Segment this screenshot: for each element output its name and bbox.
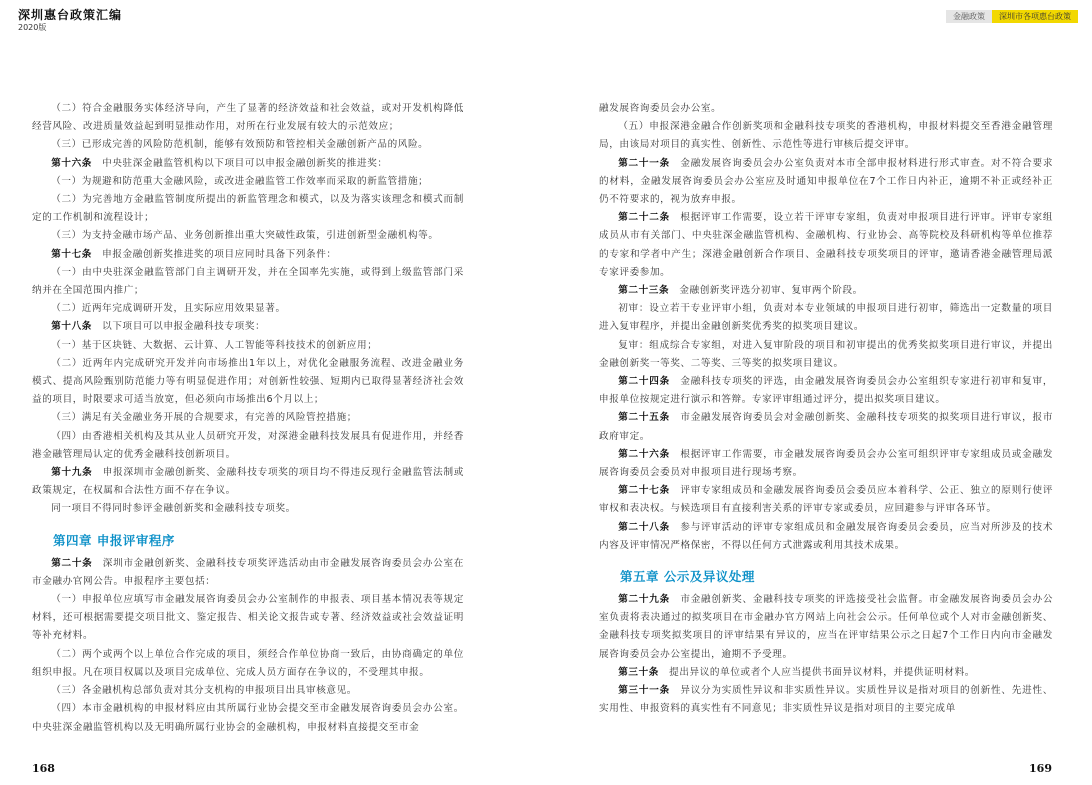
paragraph: （二）近两年完成调研开发，且实际应用效果显著。 bbox=[51, 303, 286, 315]
article-label: 第二十九条 bbox=[618, 594, 670, 606]
paragraph: （四）由香港相关机构及其从业人员研究开发，对深港金融科技发展具有促进作用，并经香港金融管理局认定的优秀金融科技创新项目。 bbox=[32, 430, 464, 460]
article-text: 市金融发展咨询委员会对金融创新奖、金融科技专项奖的拟奖项目进行审议，报市政府审定。 bbox=[599, 412, 1054, 442]
article-paragraph bbox=[599, 282, 1053, 300]
article-paragraph bbox=[599, 446, 1053, 482]
paragraph: （三）各金融机构总部负责对其分支机构的申报项目出具审核意见。 bbox=[51, 685, 357, 697]
article-paragraph bbox=[599, 519, 1053, 555]
paragraph: （三）已形成完善的风险防范机制，能够有效预防和管控相关金融创新产品的风险。 bbox=[51, 139, 429, 151]
article-paragraph bbox=[599, 373, 1053, 409]
article-text: 根据评审工作需要，设立若干评审专家组，负责对申报项目进行评审。评审专家组成员从市有关部门、中央驻深金融监管机构、金融机构、行业协会、高等院校及科研机构等单位推荐的专家和学者中产生；深港金融创新合作项目、金融科技专项奖项目的评审，邀请香港金融管理局派专家评委参加。 bbox=[599, 212, 1054, 278]
header-tag-category: 金融政策 bbox=[946, 10, 992, 23]
article-text: 金融创新奖评选分初审、复审两个阶段。 bbox=[669, 285, 863, 297]
article-text: 评审专家组成员和金融发展咨询委员会委员应本着科学、公正、独立的原则行使评审权和表决权。与候选项目有直接利害关系的评审专家或委员，应回避参与评审各环节。 bbox=[599, 485, 1054, 515]
paragraph: （二）为完善地方金融监管制度所提出的新监管理念和模式，以及为落实该理念和模式而制定的工作机制和流程设计； bbox=[32, 194, 464, 224]
header-tags bbox=[946, 10, 1078, 23]
article-label: 第二十七条 bbox=[618, 485, 670, 497]
article-paragraph bbox=[599, 209, 1053, 282]
header-tag-section: 深圳市各项惠台政策 bbox=[992, 10, 1078, 23]
article-label: 第三十条 bbox=[618, 666, 659, 678]
article-paragraph bbox=[32, 318, 464, 336]
header-title: 深圳惠台政策汇编 bbox=[18, 8, 123, 22]
article-label: 第二十六条 bbox=[618, 448, 670, 460]
paragraph: 复审：组成综合专家组，对进入复审阶段的项目和初审提出的优秀奖拟奖项目进行审议，并提出金融创新奖一等奖、二等奖、三等奖的拟奖项目建议。 bbox=[599, 339, 1053, 369]
paragraph: （三）为支持金融市场产品、业务创新推出重大突破性政策，引进创新型金融机构等。 bbox=[51, 230, 439, 242]
article-label: 第二十三条 bbox=[618, 285, 670, 297]
article-text: 金融科技专项奖的评选，由金融发展咨询委员会办公室组织专家进行初审和复审，申报单位按规定进行演示和答辩。专家评审组通过评分，提出拟奖项目建议。 bbox=[599, 376, 1054, 406]
article-label: 第二十八条 bbox=[618, 521, 670, 533]
article-text: 申报深圳市金融创新奖、金融科技专项奖的项目均不得违反现行金融监管法制或政策规定，在权属和合法性方面不存在争议。 bbox=[32, 467, 464, 497]
chapter-heading: 第五章 公示及异议处理 bbox=[620, 569, 755, 585]
article-paragraph bbox=[599, 409, 1053, 445]
article-paragraph bbox=[599, 155, 1053, 210]
article-text: 深圳市金融创新奖、金融科技专项奖评选活动由市金融发展咨询委员会办公室在市金融办官网公告。申报程序主要包括： bbox=[32, 557, 464, 587]
article-label: 第十九条 bbox=[51, 467, 93, 479]
paragraph: （一）申报单位应填写市金融发展咨询委员会办公室制作的申报表、项目基本情况表等规定材料，还可根据需要提交项目批文、鉴定报告、相关论文报告或专著、经济效益或社会效益证明等补充材料。 bbox=[32, 594, 464, 642]
article-label: 第十八条 bbox=[51, 321, 92, 333]
article-text: 金融发展咨询委员会办公室负责对本市全部申报材料进行形式审查。对不符合要求的材料，金融发展咨询委员会办公室应及时通知申报单位在7个工作日内补正，逾期不补正或经补正仍不符要求的，视为放弃申报。 bbox=[599, 157, 1054, 206]
article-label: 第二十二条 bbox=[618, 212, 670, 224]
paragraph: （四）本市金融机构的申报材料应由其所属行业协会提交至市金融发展咨询委员会办公室。中央驻深金融监管机构以及无明确所属行业协会的金融机构，申报材料直接提交至市金 bbox=[32, 703, 464, 733]
right-column bbox=[599, 100, 1053, 719]
article-text: 市金融创新奖、金融科技专项奖的评选接受社会监督。市金融发展咨询委员会办公室负责将表决通过的拟奖项目在市金融办官方网站上向社会公示。任何单位或个人对市金融创新奖、金融科技专项奖拟奖项目的评审结果有异议的，应当在评审结果公示之日起7个工作日内向市金融发展咨询委员会办公室提出，逾期不予受理。 bbox=[599, 594, 1054, 660]
paragraph: （一）基于区块链、大数据、云计算、人工智能等科技技术的创新应用； bbox=[51, 339, 378, 351]
article-paragraph bbox=[599, 664, 1053, 682]
article-label: 第二十条 bbox=[51, 557, 93, 569]
article-paragraph bbox=[599, 482, 1053, 518]
article-paragraph bbox=[32, 555, 464, 591]
paragraph: （二）两个或两个以上单位合作完成的项目，须经合作单位协商一致后，由协商确定的单位组织申报。凡在项目权属以及项目完成单位、完成人员方面存在争议的，不受理其申报。 bbox=[32, 648, 464, 678]
article-paragraph bbox=[599, 591, 1053, 664]
article-label: 第二十一条 bbox=[618, 157, 670, 169]
article-paragraph bbox=[32, 464, 464, 500]
chapter-heading: 第四章 申报评审程序 bbox=[53, 532, 175, 548]
article-label: 第二十四条 bbox=[618, 376, 670, 388]
article-text: 参与评审活动的评审专家组成员和金融发展咨询委员会委员，应当对所涉及的技术内容及评审情况严格保密，不得以任何方式泄露或利用其技术成果。 bbox=[599, 521, 1054, 551]
article-paragraph bbox=[32, 246, 464, 264]
article-text: 提出异议的单位或者个人应当提供书面异议材料，并提供证明材料。 bbox=[658, 666, 975, 678]
article-label: 第十七条 bbox=[51, 248, 92, 260]
paragraph: （二）近两年内完成研究开发并向市场推出1年以上，对优化金融服务流程、改进金融业务模式、提高风险甄别防范能力等有明显促进作用；对创新性较强、短期内已取得显著经济社会效益的项目，时限要求可适当放宽，但必须向市场推出6个月以上； bbox=[32, 357, 464, 406]
paragraph: （五）申报深港金融合作创新奖项和金融科技专项奖的香港机构，申报材料提交至香港金融管理局，由该局对项目的真实性、创新性、示范性等进行审核后提交评审。 bbox=[599, 121, 1053, 151]
article-label: 第二十五条 bbox=[618, 412, 670, 424]
paragraph: 初审：设立若干专业评审小组，负责对本专业领域的申报项目进行初审，筛选出一定数量的项目进入复审程序，并提出金融创新奖优秀奖的拟奖项目建议。 bbox=[599, 303, 1053, 333]
article-text: 根据评审工作需要，市金融发展咨询委员会办公室可组织评审专家组成员或金融发展咨询委员会委员对申报项目进行现场考察。 bbox=[599, 448, 1054, 479]
paragraph: （二）符合金融服务实体经济导向，产生了显著的经济效益和社会效益，或对开发机构降低经营风险、改进质量效益起到明显推动作用，对所在行业发展有较大的示范效应； bbox=[32, 103, 464, 133]
page-number-right: 169 bbox=[1029, 762, 1052, 775]
article-text: 异议分为实质性异议和非实质性异议。实质性异议是指对项目的创新性、先进性、实用性、申报资料的真实性有不同意见；非实质性异议是指对项目的主要完成单 bbox=[599, 685, 1054, 715]
article-text: 申报金融创新奖推进奖的项目应同时具备下列条件： bbox=[91, 248, 337, 260]
left-column bbox=[32, 100, 464, 737]
article-label: 第十六条 bbox=[51, 157, 92, 169]
article-paragraph bbox=[599, 682, 1053, 718]
page-number-left: 168 bbox=[32, 762, 55, 775]
paragraph: 同一项目不得同时参评金融创新奖和金融科技专项奖。 bbox=[51, 503, 296, 515]
paragraph: （三）满足有关金融业务开展的合规要求，有完善的风险管控措施； bbox=[51, 412, 357, 424]
header-subtitle: 2020版 bbox=[18, 23, 47, 32]
paragraph: 融发展咨询委员会办公室。 bbox=[599, 103, 722, 114]
article-label: 第三十一条 bbox=[618, 685, 670, 697]
article-text: 以下项目可以申报金融科技专项奖： bbox=[91, 321, 266, 333]
paragraph: （一）为规避和防范重大金融风险，或改进金融监管工作效率而采取的新监管措施； bbox=[51, 175, 429, 187]
article-paragraph bbox=[32, 155, 464, 173]
article-text: 中央驻深金融监管机构以下项目可以申报金融创新奖的推进奖： bbox=[91, 157, 388, 169]
paragraph: （一）由中央驻深金融监管部门自主调研开发，并在全国率先实施，或得到上级监管部门采纳并在全国范围内推广； bbox=[32, 266, 464, 297]
